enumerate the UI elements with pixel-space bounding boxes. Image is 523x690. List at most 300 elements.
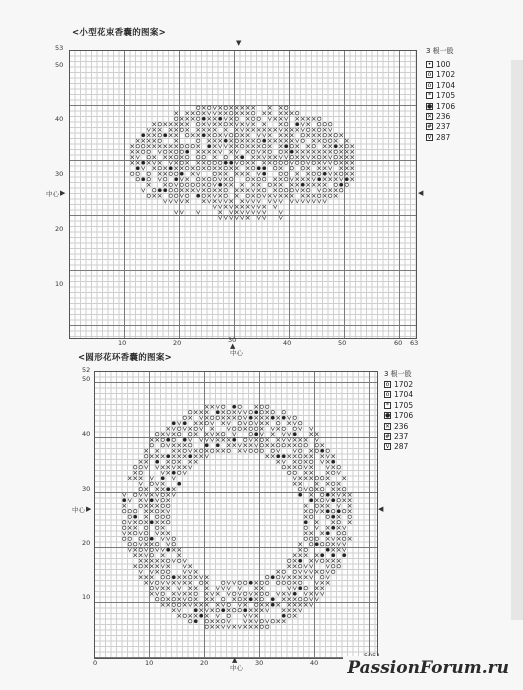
- stitch-mark: [351, 167, 355, 171]
- stitch-mark: [329, 172, 333, 176]
- stitch-mark: [290, 156, 293, 159]
- stitch-mark: [205, 405, 209, 409]
- stitch-mark: [321, 444, 325, 448]
- stitch-mark: [315, 592, 319, 596]
- stitch-mark: [321, 488, 324, 491]
- stitch-mark: [332, 488, 336, 492]
- stitch-mark: [200, 614, 203, 617]
- stitch-mark: [156, 455, 160, 459]
- stitch-mark: [224, 161, 227, 164]
- stitch-mark: [156, 587, 160, 591]
- stitch-mark: [279, 150, 282, 153]
- stitch-mark: [224, 134, 228, 138]
- stitch-mark: [312, 200, 316, 204]
- legend-item: [384, 432, 408, 441]
- stitch-mark: [219, 211, 223, 215]
- stitch-mark: [307, 117, 311, 121]
- stitch-mark: [241, 134, 245, 138]
- stitch-mark: [255, 427, 258, 430]
- stitch-mark: [310, 455, 314, 459]
- stitch-mark: [205, 438, 209, 442]
- stitch-mark: [282, 411, 285, 414]
- legend-code: 1704: [394, 390, 414, 400]
- stitch-mark: [257, 200, 261, 204]
- chart2-xtick: 0: [93, 659, 98, 667]
- stitch-mark: [178, 587, 182, 591]
- stitch-mark: [202, 167, 206, 171]
- stitch-mark: [172, 449, 176, 453]
- stitch-mark: [332, 466, 336, 470]
- stitch-mark: [310, 576, 314, 580]
- stitch-mark: [219, 200, 223, 204]
- stitch-mark: [307, 128, 310, 131]
- stitch-mark: [172, 581, 176, 585]
- stitch-mark: [175, 194, 178, 197]
- stitch-mark: [227, 603, 230, 606]
- stitch-mark: [310, 592, 314, 596]
- stitch-mark: [227, 620, 231, 624]
- stitch-mark: [263, 194, 267, 198]
- stitch-mark: [139, 466, 142, 469]
- stitch-mark: [224, 178, 228, 182]
- stitch-mark: [252, 178, 256, 182]
- stitch-mark: [274, 156, 278, 160]
- stitch-mark: [332, 493, 336, 497]
- stitch-mark: [233, 592, 236, 595]
- stitch-mark: [211, 416, 214, 419]
- stitch-mark: [172, 598, 175, 601]
- stitch-mark: [219, 150, 223, 154]
- stitch-mark: [266, 620, 270, 624]
- stitch-mark: [321, 587, 325, 591]
- stitch-mark: [194, 449, 198, 453]
- stitch-mark: [189, 592, 193, 596]
- stitch-mark: [332, 570, 335, 573]
- stitch-mark: [332, 515, 335, 518]
- stitch-mark: [208, 117, 212, 121]
- stitch-mark: [293, 554, 297, 558]
- stitch-mark: [260, 620, 263, 623]
- chart2-xtick: 30: [255, 659, 264, 667]
- legend-code: 100: [436, 60, 451, 69]
- stitch-mark: [211, 438, 215, 442]
- stitch-mark: [348, 504, 352, 508]
- stitch-mark: [169, 183, 172, 186]
- stitch-mark: [260, 433, 264, 437]
- stitch-mark: [175, 112, 179, 116]
- stitch-mark: [277, 416, 281, 420]
- stitch-mark: [246, 139, 250, 143]
- stitch-mark: [296, 183, 300, 187]
- stitch-mark: [172, 466, 176, 470]
- stitch-mark: [255, 416, 259, 420]
- stitch-mark: [219, 106, 223, 110]
- stitch-mark: [293, 598, 297, 602]
- stitch-mark: [183, 559, 187, 563]
- stitch-mark: [337, 543, 341, 547]
- stitch-mark: [310, 471, 314, 475]
- stitch-mark: [211, 433, 215, 437]
- stitch-mark: [299, 570, 303, 574]
- stitch-mark: [180, 117, 184, 121]
- stitch-mark: [156, 598, 159, 601]
- stitch-mark: [334, 189, 338, 193]
- stitch-mark: [345, 183, 348, 186]
- stitch-mark: [216, 405, 220, 409]
- page-edge-shadow: [511, 60, 523, 620]
- stitch-mark: [233, 438, 236, 441]
- stitch-mark: [136, 172, 139, 175]
- stitch-mark: [216, 449, 220, 453]
- stitch-mark: [343, 526, 347, 530]
- stitch-mark: [323, 178, 327, 182]
- stitch-mark: [337, 521, 340, 524]
- stitch-mark: [158, 150, 162, 154]
- stitch-mark: [230, 161, 233, 164]
- stitch-mark: [161, 598, 164, 601]
- stitch-mark: [189, 427, 193, 431]
- stitch-mark: [197, 183, 200, 186]
- stitch-mark: [213, 106, 217, 110]
- stitch-mark: [194, 609, 197, 612]
- stitch-mark: [290, 161, 294, 165]
- stitch-mark: [312, 117, 316, 121]
- legend-item: [384, 401, 413, 410]
- stitch-mark: [175, 150, 178, 153]
- stitch-mark: [167, 598, 171, 602]
- stitch-mark: [235, 106, 239, 110]
- stitch-mark: [304, 576, 308, 580]
- stitch-mark: [219, 167, 223, 171]
- stitch-mark: [161, 504, 164, 507]
- stitch-mark: [158, 134, 161, 137]
- stitch-mark: [233, 609, 236, 612]
- stitch-mark: [348, 515, 351, 518]
- stitch-mark: [246, 211, 250, 215]
- stitch-mark: [183, 565, 187, 569]
- stitch-mark: [260, 438, 263, 441]
- stitch-mark: [301, 117, 305, 121]
- stitch-mark: [230, 178, 233, 181]
- stitch-mark: [343, 537, 346, 540]
- stitch-mark: [211, 598, 215, 602]
- stitch-mark: [161, 444, 164, 447]
- stitch-mark: [293, 422, 297, 426]
- stitch-mark: [161, 455, 165, 459]
- stitch-mark: [310, 570, 314, 574]
- stitch-mark: [158, 139, 161, 142]
- stitch-mark: [205, 411, 209, 415]
- stitch-mark: [329, 145, 333, 149]
- stitch-mark: [337, 537, 341, 541]
- stitch-mark: [222, 609, 225, 612]
- stitch-mark: [183, 603, 187, 607]
- stitch-mark: [293, 603, 297, 607]
- stitch-mark: [274, 117, 278, 121]
- stitch-mark: [131, 145, 135, 149]
- stitch-mark: [345, 178, 348, 181]
- stitch-mark: [277, 603, 281, 607]
- stitch-mark: [332, 510, 335, 513]
- legend-code: 237: [394, 432, 409, 441]
- stitch-mark: [318, 167, 322, 171]
- stitch-mark: [315, 587, 319, 591]
- stitch-mark: [246, 161, 250, 165]
- stitch-mark: [175, 134, 179, 138]
- stitch-mark: [180, 167, 184, 171]
- stitch-mark: [304, 598, 307, 601]
- stitch-mark: [235, 167, 239, 171]
- stitch-mark: [224, 145, 228, 149]
- stitch-mark: [219, 112, 223, 116]
- stitch-mark: [290, 145, 293, 148]
- stitch-mark: [139, 565, 142, 568]
- stitch-mark: [351, 150, 355, 154]
- stitch-mark: [293, 592, 296, 595]
- stitch-mark: [310, 598, 314, 602]
- stitch-mark: [238, 603, 242, 607]
- stitch-mark: [318, 183, 322, 187]
- stitch-mark: [194, 455, 198, 459]
- stitch-mark: [216, 609, 219, 612]
- stitch-mark: [194, 576, 198, 580]
- legend-item: [426, 70, 455, 79]
- stitch-mark: [172, 471, 175, 474]
- stitch-mark: [252, 117, 255, 120]
- chart2-ytick: 30: [82, 485, 91, 493]
- stitch-mark: [167, 543, 171, 547]
- stitch-mark: [304, 570, 308, 574]
- stitch-mark: [244, 422, 248, 426]
- stitch-mark: [178, 554, 182, 558]
- chart2-right-center-arrow: ◀: [378, 505, 384, 513]
- stitch-mark: [202, 134, 205, 137]
- chart1-ytick: 50: [55, 61, 64, 69]
- stitch-mark: [304, 592, 308, 596]
- stitch-mark: [326, 477, 330, 481]
- stitch-mark: [164, 183, 168, 187]
- stitch-mark: [326, 565, 330, 569]
- stitch-mark: [194, 433, 198, 437]
- stitch-mark: [197, 139, 200, 142]
- legend-code: 236: [394, 421, 409, 431]
- stitch-mark: [205, 433, 209, 437]
- stitch-mark: [266, 609, 270, 613]
- stitch-mark: [235, 211, 239, 215]
- stitch-mark: [321, 477, 324, 480]
- stitch-mark: [161, 554, 165, 558]
- stitch-mark: [167, 444, 171, 448]
- stitch-mark: [200, 603, 204, 607]
- stitch-mark: [279, 139, 283, 143]
- stitch-mark: [260, 411, 263, 414]
- stitch-mark: [172, 609, 176, 613]
- stitch-mark: [197, 145, 201, 149]
- stitch-mark: [227, 416, 231, 420]
- stitch-mark: [205, 592, 209, 596]
- stitch-mark: [230, 216, 234, 220]
- stitch-mark: [279, 167, 283, 171]
- stitch-mark: [156, 488, 160, 492]
- chart1-ytick: 53: [55, 44, 64, 52]
- stitch-mark: [142, 189, 146, 193]
- stitch-mark: [161, 537, 165, 541]
- stitch-mark: [224, 200, 228, 204]
- stitch-mark: [156, 438, 160, 442]
- stitch-mark: [301, 194, 305, 198]
- stitch-mark: [337, 559, 341, 563]
- stitch-mark: [172, 455, 176, 459]
- stitch-mark: [271, 416, 274, 419]
- stitch-mark: [156, 521, 160, 525]
- stitch-mark: [334, 145, 337, 148]
- stitch-mark: [169, 123, 173, 127]
- stitch-mark: [263, 167, 266, 170]
- stitch-mark: [167, 537, 171, 541]
- stitch-mark: [134, 554, 138, 558]
- stitch-mark: [167, 570, 170, 573]
- stitch-mark: [167, 603, 171, 607]
- stitch-mark: [136, 139, 140, 143]
- chart2-bottom-center-arrow: ▲: [232, 656, 238, 664]
- stitch-mark: [145, 493, 149, 497]
- stitch-mark: [216, 620, 220, 624]
- stitch-mark: [263, 178, 266, 181]
- stitch-mark: [224, 216, 228, 220]
- stitch-mark: [205, 449, 209, 453]
- stitch-mark: [150, 521, 153, 524]
- stitch-mark: [268, 200, 272, 204]
- stitch-mark: [145, 532, 148, 535]
- stitch-mark: [310, 433, 314, 437]
- stitch-mark: [340, 178, 344, 182]
- stitch-mark: [307, 161, 311, 165]
- stitch-mark: [315, 433, 319, 437]
- stitch-mark: [224, 194, 227, 197]
- stitch-mark: [219, 172, 223, 176]
- stitch-mark: [128, 477, 132, 481]
- stitch-mark: [323, 128, 327, 132]
- stitch-mark: [145, 554, 149, 558]
- stitch-mark: [213, 200, 217, 204]
- stitch-mark: [255, 444, 259, 448]
- stitch-mark: [139, 460, 143, 464]
- stitch-mark: [202, 123, 206, 127]
- stitch-mark: [263, 123, 267, 127]
- stitch-mark: [301, 167, 304, 170]
- stitch-mark: [180, 189, 184, 193]
- stitch-mark: [139, 493, 143, 497]
- stitch-mark: [244, 614, 248, 618]
- stitch-mark: [175, 211, 179, 215]
- stitch-mark: [167, 548, 170, 551]
- stitch-mark: [340, 183, 343, 186]
- stitch-mark: [219, 123, 223, 127]
- stitch-mark: [238, 405, 241, 408]
- stitch-mark: [301, 183, 304, 186]
- stitch-mark: [178, 614, 182, 618]
- stitch-mark: [136, 145, 139, 148]
- stitch-mark: [271, 603, 274, 606]
- stitch-mark: [315, 482, 319, 486]
- stitch-mark: [263, 211, 267, 215]
- stitch-mark: [274, 167, 277, 170]
- legend-symbol-icon: •: [427, 61, 432, 68]
- stitch-mark: [186, 178, 190, 182]
- stitch-mark: [180, 211, 184, 215]
- stitch-mark: [266, 411, 270, 415]
- stitch-mark: [123, 526, 126, 529]
- stitch-mark: [178, 482, 181, 485]
- stitch-mark: [312, 150, 316, 154]
- stitch-mark: [329, 161, 333, 165]
- stitch-mark: [301, 128, 305, 132]
- stitch-mark: [249, 609, 253, 613]
- stitch-mark: [326, 455, 330, 459]
- stitch-mark: [202, 189, 206, 193]
- stitch-mark: [323, 161, 327, 165]
- stitch-mark: [321, 576, 324, 579]
- stitch-mark: [161, 477, 164, 480]
- stitch-mark: [266, 455, 270, 459]
- stitch-mark: [224, 106, 227, 109]
- stitch-mark: [340, 156, 344, 160]
- stitch-mark: [150, 548, 153, 551]
- stitch-mark: [318, 172, 321, 175]
- stitch-mark: [189, 620, 192, 623]
- stitch-mark: [233, 405, 236, 408]
- stitch-mark: [205, 620, 208, 623]
- stitch-mark: [156, 482, 160, 486]
- stitch-mark: [131, 161, 135, 165]
- stitch-mark: [351, 178, 355, 182]
- stitch-mark: [257, 150, 261, 154]
- stitch-mark: [194, 460, 198, 464]
- legend-item: [384, 390, 413, 399]
- stitch-mark: [156, 510, 159, 513]
- stitch-mark: [326, 510, 329, 513]
- stitch-mark: [301, 150, 305, 154]
- legend-symbol-icon: #: [385, 433, 391, 440]
- stitch-mark: [266, 581, 269, 584]
- stitch-mark: [334, 134, 337, 137]
- stitch-mark: [340, 189, 343, 192]
- chart1-center-x-label: 中心: [230, 349, 243, 357]
- stitch-mark: [175, 200, 179, 204]
- stitch-mark: [301, 134, 304, 137]
- stitch-mark: [340, 150, 344, 154]
- stitch-mark: [268, 156, 272, 160]
- stitch-mark: [351, 145, 355, 149]
- stitch-mark: [279, 145, 283, 149]
- stitch-mark: [194, 411, 198, 415]
- stitch-mark: [260, 603, 264, 607]
- stitch-mark: [246, 150, 250, 154]
- stitch-mark: [304, 488, 308, 492]
- stitch-mark: [268, 134, 272, 138]
- stitch-mark: [244, 411, 248, 415]
- stitch-mark: [186, 117, 190, 121]
- stitch-mark: [213, 205, 217, 209]
- stitch-mark: [310, 493, 314, 497]
- stitch-mark: [321, 543, 324, 546]
- stitch-mark: [197, 167, 200, 170]
- stitch-mark: [180, 178, 184, 182]
- stitch-mark: [321, 554, 324, 557]
- stitch-mark: [156, 515, 159, 518]
- stitch-mark: [211, 449, 214, 452]
- stitch-mark: [263, 161, 267, 165]
